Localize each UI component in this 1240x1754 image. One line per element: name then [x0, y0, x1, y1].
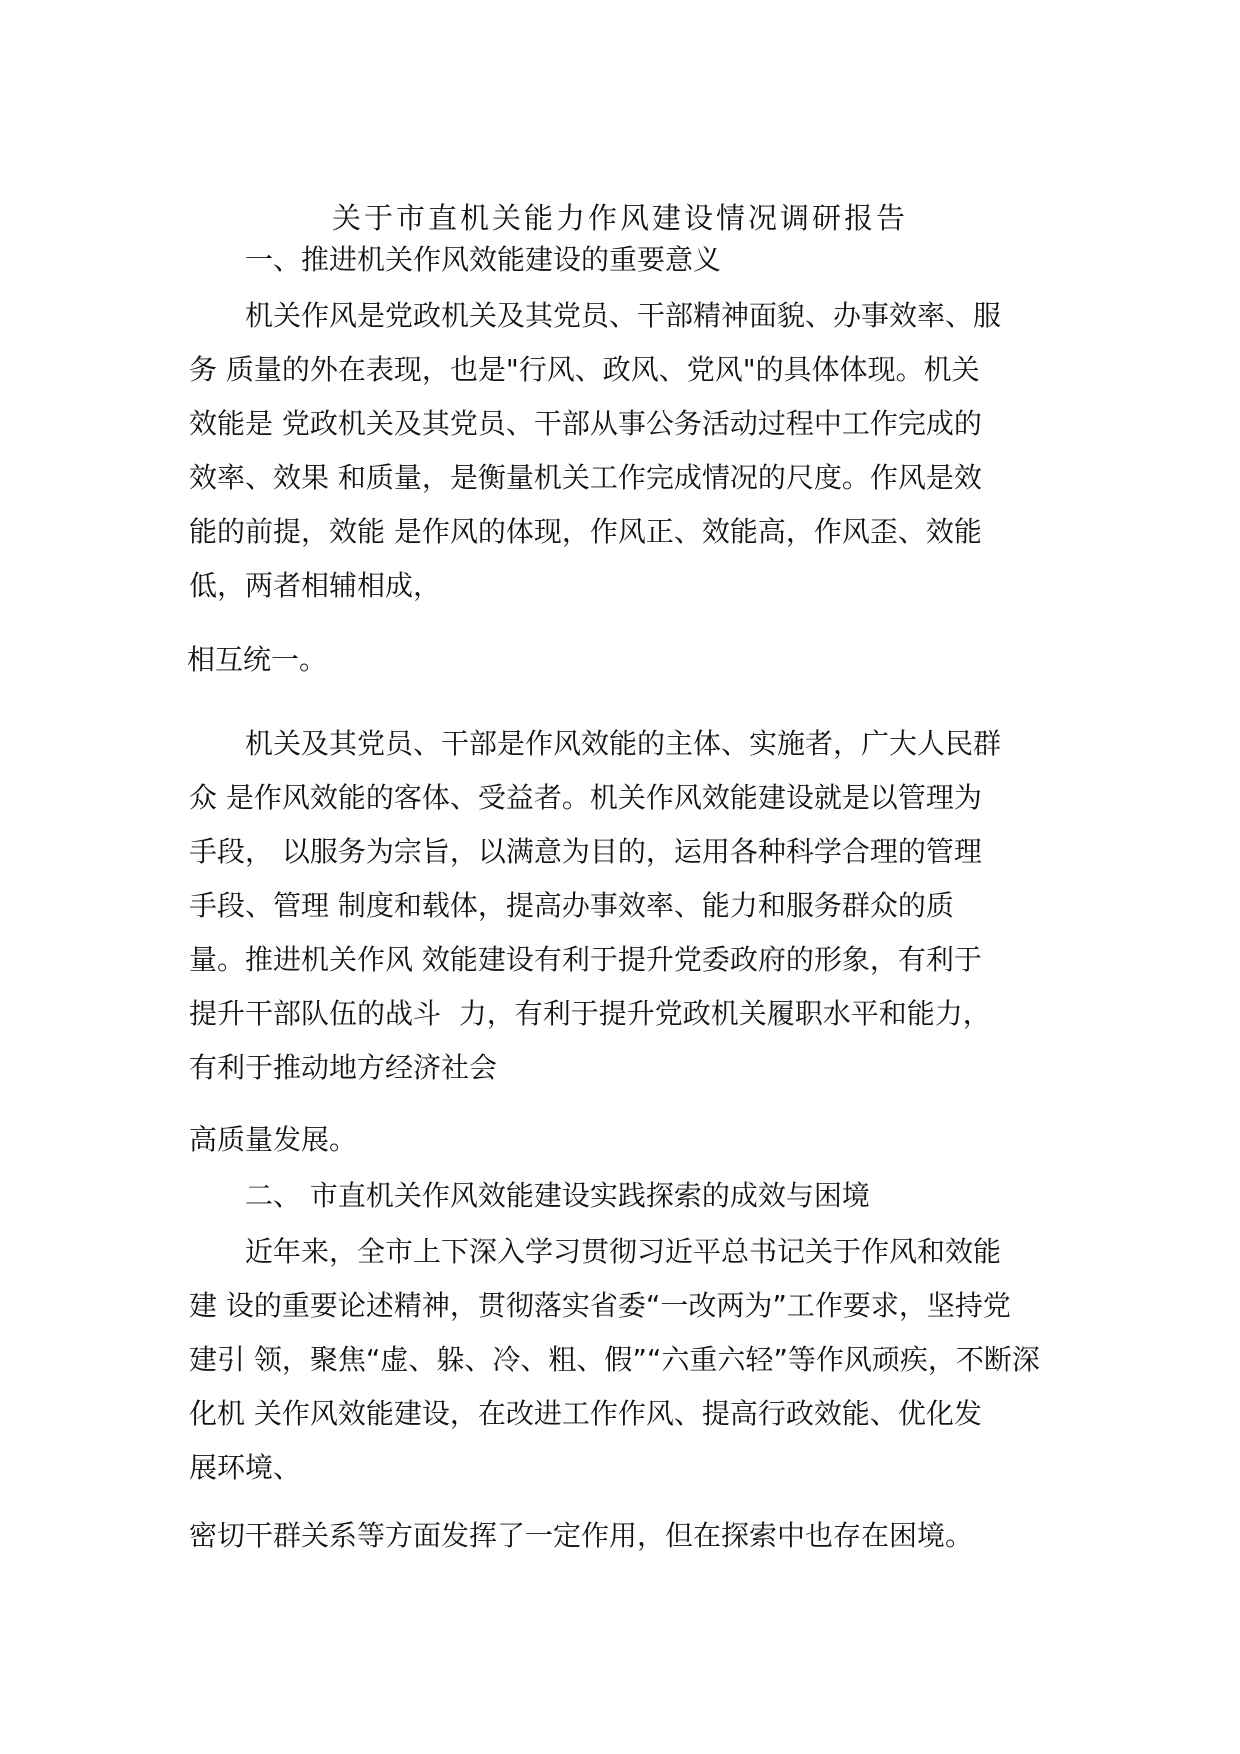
paragraph-line: 手段， 以服务为宗旨，以满意为目的，运用各种科学合理的管理 [189, 835, 982, 868]
section-heading-1: 一、推进机关作风效能建设的重要意义 [245, 243, 722, 276]
paragraph-line: 提升干部队伍的战斗 力，有利于提升党政机关履职水平和能力， [189, 997, 991, 1030]
paragraph-line: 务 质量的外在表现，也是"行风、政风、党风"的具体体现。机关 [189, 353, 980, 386]
paragraph-line: 展环境、 [189, 1451, 302, 1484]
paragraph-line: 众 是作风效能的客体、受益者。机关作风效能建设就是以管理为 [189, 781, 982, 814]
paragraph-line: 有利于推动地方经济社会 [189, 1051, 498, 1084]
paragraph-line: 化机 关作风效能建设，在改进工作作风、提高行政效能、优化发 [189, 1397, 982, 1430]
document-title: 关于市直机关能力作风建设情况调研报告 [331, 201, 908, 235]
section-heading-2: 二、 市直机关作风效能建设实践探索的成效与困境 [245, 1179, 870, 1212]
paragraph-line: 建引 领，聚焦“虚、躲、冷、粗、假”“六重六轻”等作风顽疾，不断深 [189, 1343, 1040, 1376]
paragraph-line: 密切干群关系等方面发挥了一定作用，但在探索中也存在困境。 [189, 1519, 974, 1552]
paragraph-line: 效率、效果 和质量，是衡量机关工作完成情况的尺度。作风是效 [189, 461, 982, 494]
paragraph-line: 近年来，全市上下深入学习贯彻习近平总书记关于作风和效能 [245, 1235, 1002, 1268]
paragraph-line: 相互统一。 [187, 643, 328, 676]
paragraph-line: 低，两者相辅相成， [189, 569, 442, 602]
paragraph-line: 建 设的重要论述精神，贯彻落实省委“一改两为”工作要求，坚持党 [189, 1289, 1011, 1322]
paragraph-line: 机关作风是党政机关及其党员、干部精神面貌、办事效率、服 [245, 299, 1002, 332]
paragraph-line: 手段、管理 制度和载体，提高办事效率、能力和服务群众的质 [189, 889, 954, 922]
paragraph-line: 能的前提，效能 是作风的体现，作风正、效能高，作风歪、效能 [189, 515, 982, 548]
paragraph-line: 机关及其党员、干部是作风效能的主体、实施者，广大人民群 [245, 727, 1002, 760]
paragraph-line: 效能是 党政机关及其党员、干部从事公务活动过程中工作完成的 [189, 407, 982, 440]
paragraph-line: 量。推进机关作风 效能建设有利于提升党委政府的形象，有利于 [189, 943, 982, 976]
paragraph-line: 高质量发展。 [189, 1123, 358, 1156]
